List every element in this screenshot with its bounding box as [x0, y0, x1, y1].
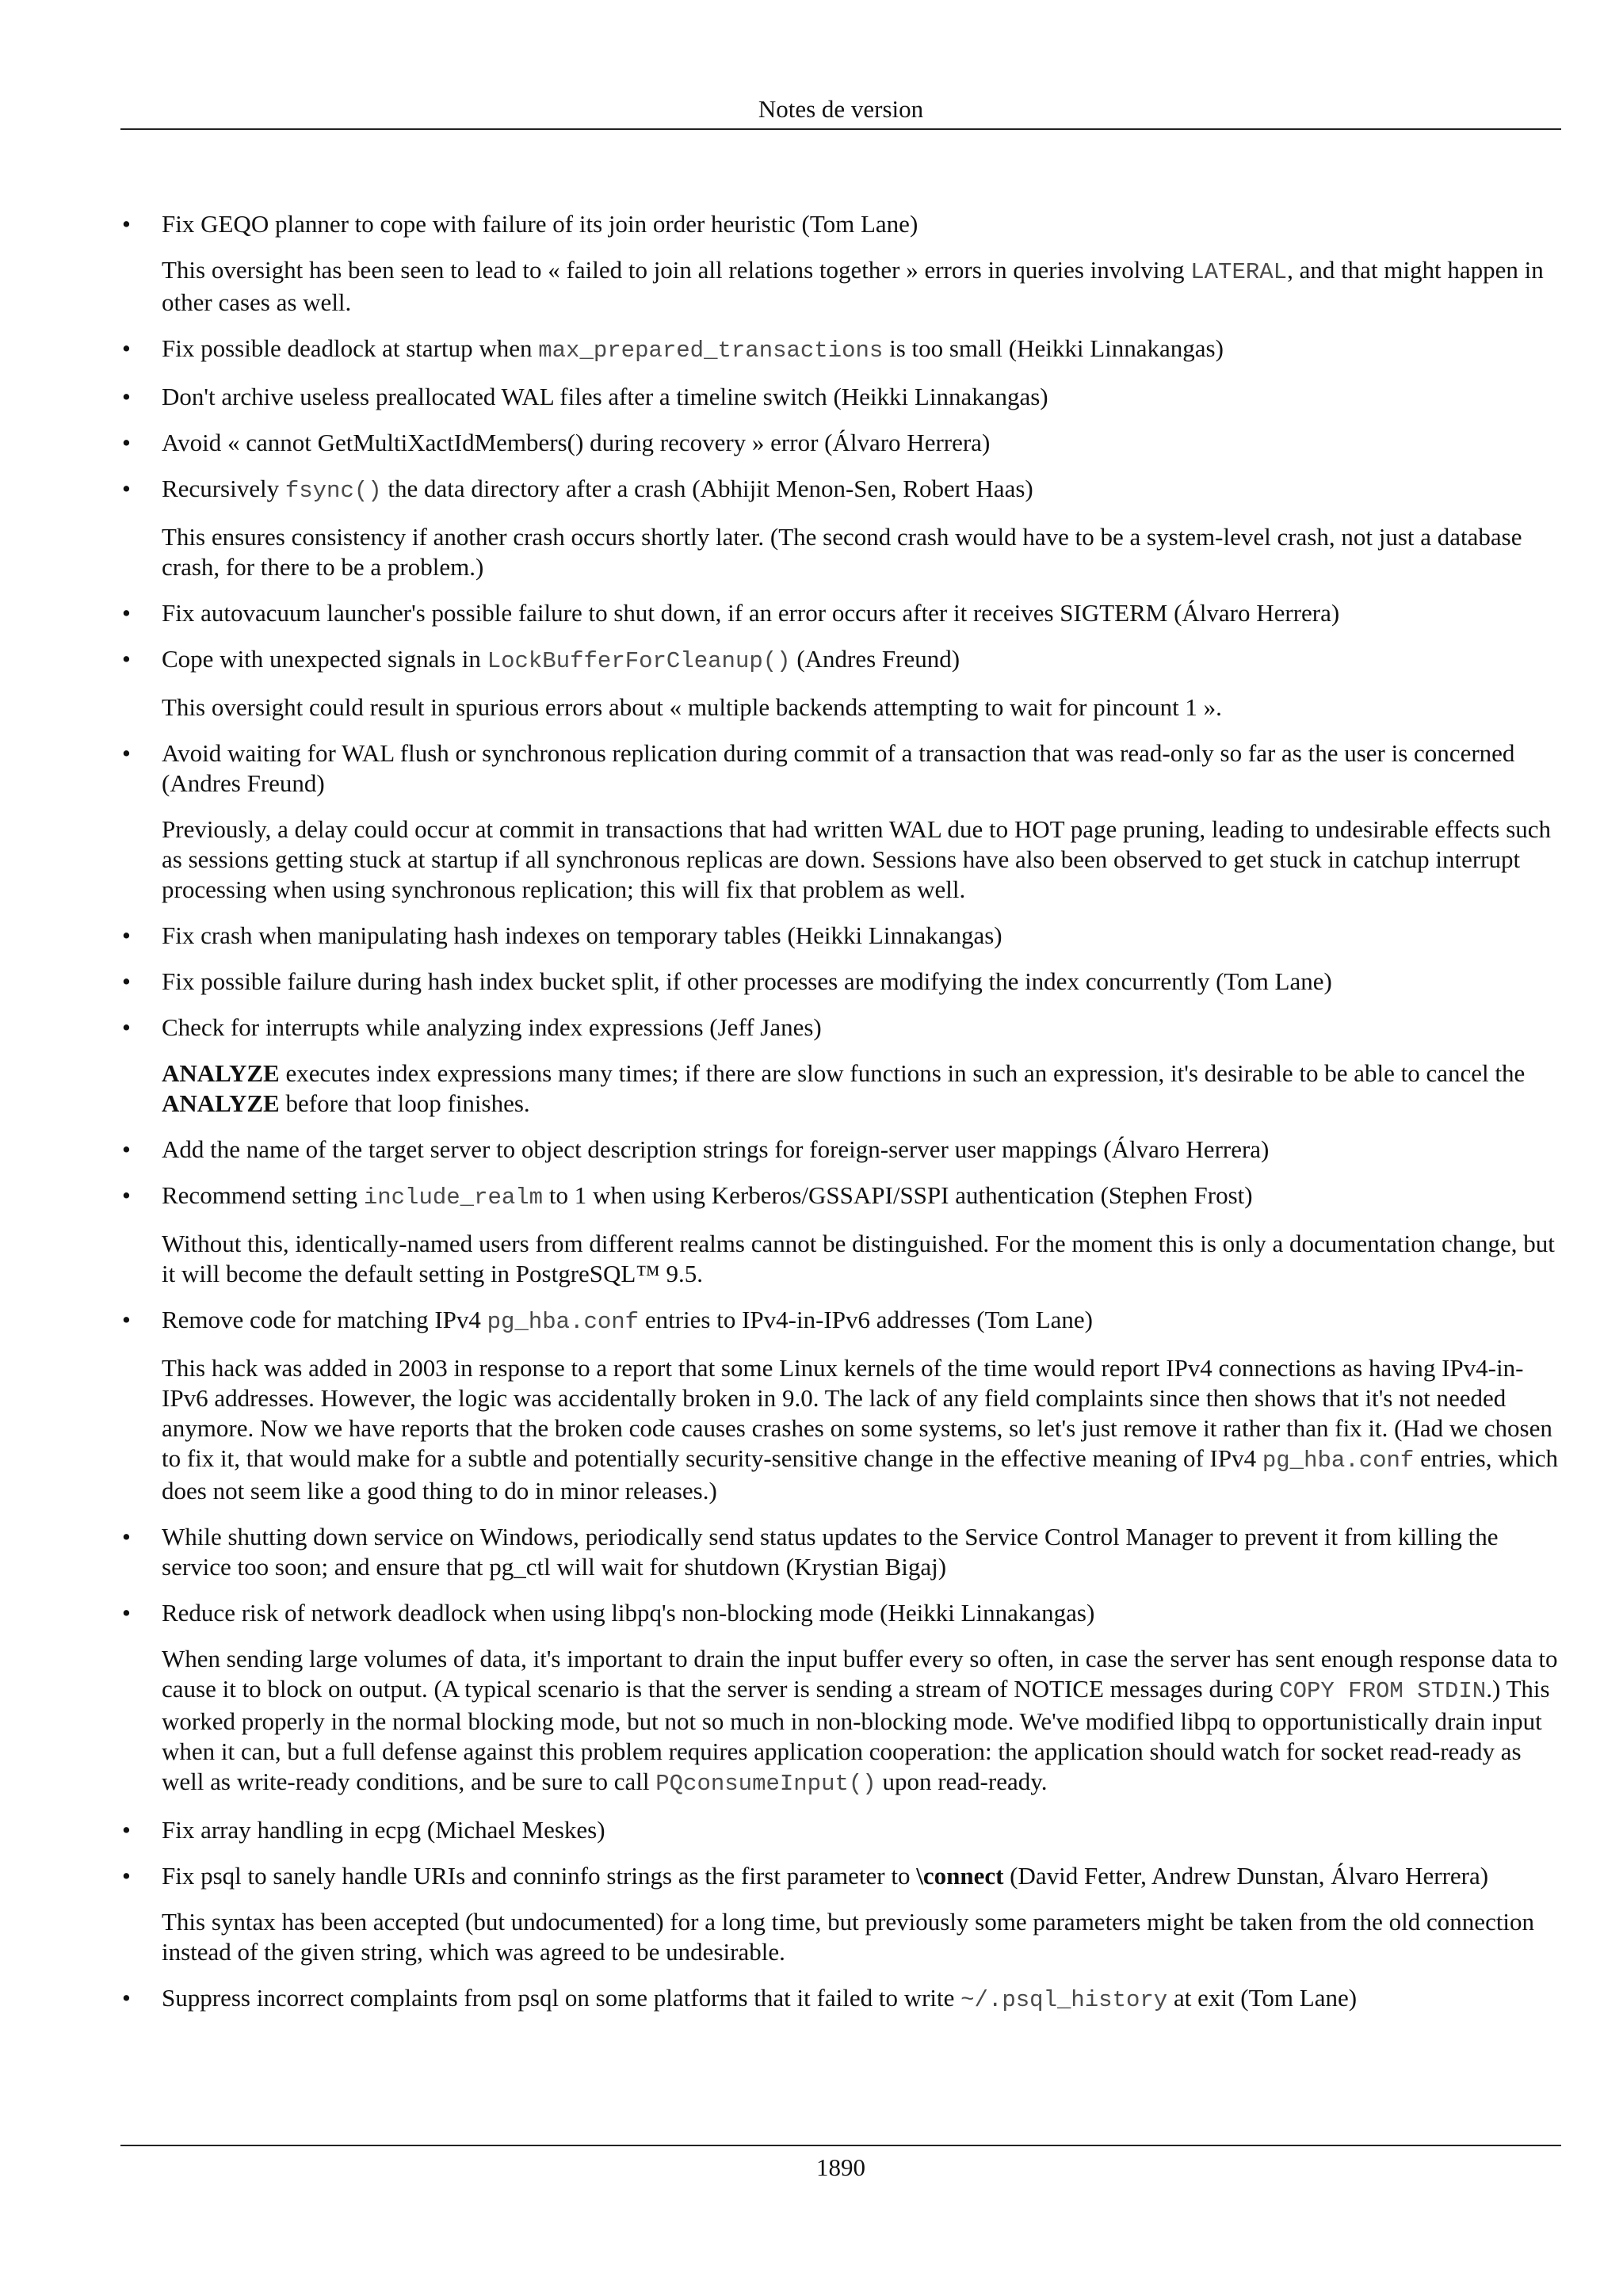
text-segment: This syntax has been accepted (but undocumented) for a long time, but previously some parameters might be taken from the old connection instead of the given string, which was agreed to be undesirable. — [162, 1908, 1535, 1966]
text-segment: Suppress incorrect complaints from psql on some platforms that it failed to write — [162, 1984, 961, 2012]
item-detail — [162, 1229, 1561, 1289]
release-note-item — [120, 921, 1561, 951]
text-segment: Fix possible deadlock at startup when — [162, 334, 539, 362]
code-literal: LockBufferForCleanup() — [487, 648, 791, 674]
bullet-icon: • — [122, 1181, 131, 1209]
text-segment: Fix possible failure during hash index bucket split, if other processes are modifying the index concurrently (Tom Lane) — [162, 967, 1332, 995]
item-detail — [162, 1907, 1561, 1967]
item-detail — [162, 692, 1561, 723]
release-note-item — [120, 382, 1561, 412]
text-segment: , and that might happen in other cases as well. — [162, 256, 1544, 316]
code-literal: pg_hba.conf — [1262, 1447, 1415, 1474]
release-note-item — [120, 1180, 1561, 1289]
bullet-icon: • — [122, 475, 131, 502]
release-note-item — [120, 1305, 1561, 1506]
item-summary — [162, 738, 1561, 799]
bullet-icon: • — [122, 645, 131, 673]
text-segment: to 1 when using Kerberos/GSSAPI/SSPI authentication (Stephen Frost) — [543, 1181, 1253, 1209]
text-segment: While shutting down service on Windows, periodically send status updates to the Service Control Manager to prevent it from killing the service too soon; and ensure that pg_ctl will wait for shutdown (Krystian Bigaj) — [162, 1523, 1499, 1581]
item-summary — [162, 1522, 1561, 1582]
release-note-item — [120, 1983, 1561, 2016]
text-segment: Remove code for matching IPv4 — [162, 1306, 487, 1333]
release-note-item — [120, 1522, 1561, 1582]
item-summary — [162, 921, 1561, 951]
header-rule — [120, 128, 1561, 130]
text-segment: Fix autovacuum launcher's possible failure to shut down, if an error occurs after it receives SIGTERM (Álvaro Herrera) — [162, 599, 1340, 627]
text-segment: Avoid waiting for WAL flush or synchronous replication during commit of a transaction that was read-only so far as the user is concerned (Andres Freund) — [162, 739, 1515, 797]
bullet-icon: • — [122, 1523, 131, 1550]
text-segment: This oversight could result in spurious errors about « multiple backends attempting to wait for pincount 1 ». — [162, 693, 1222, 721]
text-segment: Fix crash when manipulating hash indexes on temporary tables (Heikki Linnakangas) — [162, 921, 1002, 949]
text-segment: Avoid « cannot GetMultiXactIdMembers() during recovery » error (Álvaro Herrera) — [162, 429, 991, 456]
text-segment: Recursively — [162, 475, 285, 502]
code-literal: PQconsumeInput() — [655, 1771, 876, 1797]
code-literal: COPY FROM STDIN — [1279, 1678, 1487, 1704]
bullet-icon: • — [122, 739, 131, 767]
footer-rule — [120, 2145, 1561, 2146]
text-segment: When sending large volumes of data, it's important to drain the input buffer every so often, in case the server has sent enough response data to cause it to block on output. (A typical scenario is that the server is sending a stream of NOTICE messages during — [162, 1645, 1558, 1703]
code-literal: max_prepared_transactions — [538, 338, 884, 364]
item-summary — [162, 1180, 1561, 1213]
text-segment: Add the name of the target server to object description strings for foreign-server user mappings (Álvaro Herrera) — [162, 1135, 1270, 1163]
bullet-icon: • — [122, 334, 131, 362]
text-segment: Check for interrupts while analyzing index expressions (Jeff Janes) — [162, 1013, 822, 1041]
item-summary — [162, 967, 1561, 997]
page-header: Notes de version — [758, 95, 924, 123]
release-note-item — [120, 1135, 1561, 1165]
text-segment: This ensures consistency if another crash occurs shortly later. (The second crash would have to be a system-level crash, not just a database crash, for there to be a problem.) — [162, 523, 1522, 581]
release-note-item — [120, 738, 1561, 905]
bold-command: \connect — [916, 1862, 1004, 1890]
item-detail — [162, 1058, 1561, 1119]
item-summary — [162, 1598, 1561, 1628]
text-segment: Cope with unexpected signals in — [162, 645, 487, 673]
item-summary — [162, 1305, 1561, 1337]
text-segment: is too small (Heikki Linnakangas) — [883, 334, 1224, 362]
code-literal: ~/.psql_history — [960, 1987, 1168, 2013]
release-note-item — [120, 209, 1561, 318]
text-segment: Fix GEQO planner to cope with failure of its join order heuristic (Tom Lane) — [162, 210, 918, 238]
bullet-icon: • — [122, 383, 131, 410]
release-note-item — [120, 1861, 1561, 1967]
release-note-item — [120, 644, 1561, 723]
text-segment: entries to IPv4-in-IPv6 addresses (Tom Lane) — [639, 1306, 1094, 1333]
item-detail — [162, 814, 1561, 905]
code-literal: fsync() — [285, 478, 382, 504]
text-segment: executes index expressions many times; if there are slow functions in such an expression, it's desirable to be able to cancel the — [279, 1059, 1526, 1087]
item-summary — [162, 334, 1561, 366]
item-summary — [162, 1983, 1561, 2016]
bullet-icon: • — [122, 1135, 131, 1163]
code-literal: LATERAL — [1190, 259, 1288, 285]
bullet-icon: • — [122, 1306, 131, 1333]
text-segment: (Andres Freund) — [790, 645, 960, 673]
release-note-item — [120, 598, 1561, 628]
bullet-icon: • — [122, 599, 131, 627]
text-segment: entries, which does not seem like a good thing to do in minor releases.) — [162, 1444, 1558, 1505]
bullet-icon: • — [122, 210, 131, 238]
item-summary — [162, 598, 1561, 628]
text-segment: This oversight has been seen to lead to « failed to join all relations together » errors in queries involving — [162, 256, 1191, 284]
text-segment: Recommend setting — [162, 1181, 364, 1209]
bullet-icon: • — [122, 429, 131, 456]
text-segment: Previously, a delay could occur at commit in transactions that had written WAL due to HOT page pruning, leading to undesirable effects such as sessions getting stuck at startup if all synchronous replicas are down. Sessions have also been observed to get stuck in catchup interrupt processing when using synchronous replication; this will fix that problem as well. — [162, 815, 1552, 903]
item-summary — [162, 382, 1561, 412]
release-notes-list — [120, 209, 1561, 2031]
release-note-item — [120, 1013, 1561, 1119]
item-summary — [162, 428, 1561, 458]
bold-command: ANALYZE — [162, 1059, 280, 1087]
text-segment: upon read-ready. — [876, 1768, 1048, 1795]
release-note-item — [120, 334, 1561, 366]
item-detail — [162, 522, 1561, 582]
text-segment: (David Fetter, Andrew Dunstan, Álvaro Herrera) — [1003, 1862, 1489, 1890]
code-literal: include_realm — [363, 1184, 544, 1211]
item-summary — [162, 1861, 1561, 1891]
text-segment: Without this, identically-named users from different realms cannot be distinguished. For the moment this is only a documentation change, but it will become the default setting in PostgreSQL™ 9.5. — [162, 1230, 1555, 1287]
bullet-icon: • — [122, 1862, 131, 1890]
item-summary — [162, 474, 1561, 506]
text-segment: Don't archive useless preallocated WAL files after a timeline switch (Heikki Linnakangas) — [162, 383, 1048, 410]
item-summary — [162, 1013, 1561, 1043]
text-segment: .) This worked properly in the normal blocking mode, but not so much in non-blocking mode. We've modified libpq to opportunistically drain input when it can, but a full defense against this problem requires application cooperation: the application should watch for socket read-ready as well as write-ready conditions, and be sure to call — [162, 1675, 1550, 1795]
item-detail — [162, 1353, 1561, 1506]
release-note-item — [120, 1598, 1561, 1799]
item-summary — [162, 1135, 1561, 1165]
bullet-icon: • — [122, 1013, 131, 1041]
bullet-icon: • — [122, 1599, 131, 1627]
page-number: 1890 — [816, 2153, 865, 2181]
text-segment: Fix array handling in ecpg (Michael Meskes) — [162, 1816, 605, 1844]
bullet-icon: • — [122, 921, 131, 949]
code-literal: pg_hba.conf — [487, 1309, 640, 1335]
text-segment: This hack was added in 2003 in response to a report that some Linux kernels of the time would report IPv4 connections as having IPv4-in-IPv6 addresses. However, the logic was accidentally broken in 9.0. The lack of any field complaints since then shows that it's not needed anymore. Now we have reports that the broken code causes crashes on some systems, so let's just remove it rather than fix it. (Had we chosen to fix it, that would make for a subtle and potentially security-sensitive change in the effective meaning of IPv4 — [162, 1354, 1552, 1472]
item-summary — [162, 644, 1561, 677]
release-note-item — [120, 967, 1561, 997]
text-segment: Reduce risk of network deadlock when using libpq's non-blocking mode (Heikki Linnakangas) — [162, 1599, 1095, 1627]
text-segment: at exit (Tom Lane) — [1167, 1984, 1358, 2012]
item-detail — [162, 255, 1561, 318]
text-segment: Fix psql to sanely handle URIs and conninfo strings as the first parameter to — [162, 1862, 917, 1890]
item-detail — [162, 1644, 1561, 1799]
release-note-item — [120, 474, 1561, 582]
item-summary — [162, 209, 1561, 239]
item-summary — [162, 1815, 1561, 1845]
bullet-icon: • — [122, 967, 131, 995]
bold-command: ANALYZE — [162, 1089, 280, 1117]
text-segment: before that loop finishes. — [279, 1089, 530, 1117]
release-note-item — [120, 1815, 1561, 1845]
release-note-item — [120, 428, 1561, 458]
bullet-icon: • — [122, 1816, 131, 1844]
bullet-icon: • — [122, 1984, 131, 2012]
text-segment: the data directory after a crash (Abhijit Menon-Sen, Robert Haas) — [381, 475, 1033, 502]
